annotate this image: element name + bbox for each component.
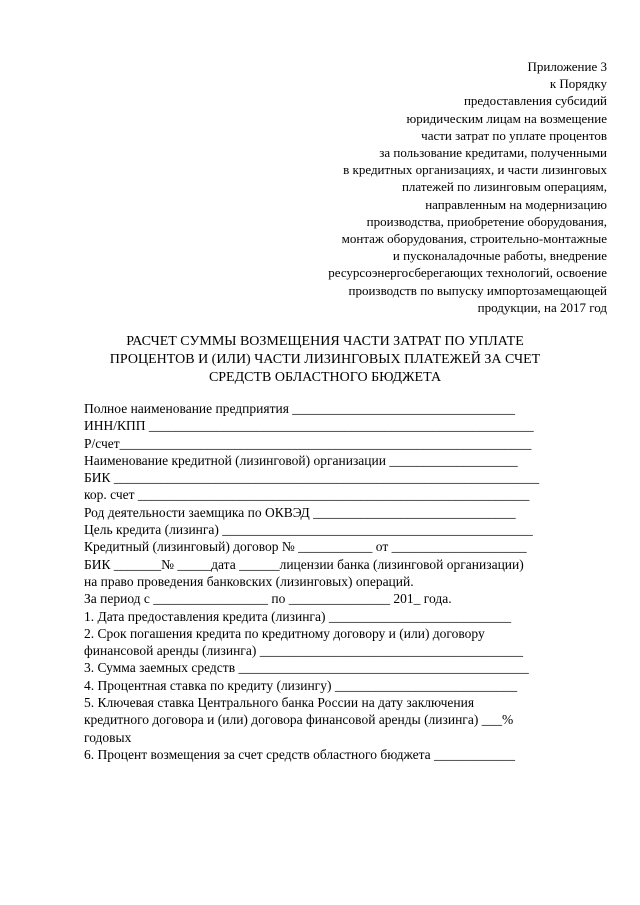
form-line-item-2: 2. Срок погашения кредита по кредитному договору и (или) договору — [84, 625, 485, 641]
appendix-line: направленным на модернизацию — [425, 196, 607, 212]
form-line-bik: БИК _______________________________________________________________ — [84, 470, 540, 486]
form-line-credit-org: Наименование кредитной (лизинговой) организации ___________________ — [84, 452, 518, 468]
appendix-line: за пользование кредитами, полученными — [379, 145, 607, 161]
appendix-line: монтаж оборудования, строительно-монтажные — [341, 231, 607, 247]
appendix-line: и пусконаладочные работы, внедрение — [392, 248, 607, 264]
appendix-line: продукции, на 2017 год — [477, 299, 607, 315]
form-line-account: Р/счет_____________________________________________________________ — [84, 435, 532, 451]
title-line: СРЕДСТВ ОБЛАСТНОГО БЮДЖЕТА — [208, 370, 442, 385]
form-line-item-5: 5. Ключевая ставка Центрального банка России на дату заключения — [84, 695, 475, 711]
form-line-credit-purpose: Цель кредита (лизинга) ______________________________________________ — [84, 522, 533, 538]
form-line-item-3: 3. Сумма заемных средств ___________________________________________ — [84, 660, 529, 676]
form-line-item-2-cont: финансовой аренды (лизинга) _______________________________________ — [84, 643, 523, 659]
form-line-company-name: Полное наименование предприятия _________________________________ — [84, 401, 516, 416]
appendix-line: Приложение 3 — [527, 59, 607, 74]
appendix-line: юридическим лицам на возмещение — [406, 110, 607, 126]
appendix-line: части затрат по уплате процентов — [421, 127, 607, 143]
appendix-line: производств по выпуску импортозамещающей — [348, 282, 607, 298]
title-line: ПРОЦЕНТОВ И (ИЛИ) ЧАСТИ ЛИЗИНГОВЫХ ПЛАТЕЖЕЙ ЗА СЧЕТ — [109, 352, 541, 367]
appendix-line: к Порядку — [549, 76, 607, 92]
form-line-item-4: 4. Процентная ставка по кредиту (лизингу) ___________________________ — [84, 677, 518, 693]
form-line-item-5-end: годовых — [84, 729, 132, 745]
form-line-item-1: 1. Дата предоставления кредита (лизинга) ___________________________ — [84, 608, 512, 624]
title-line: РАСЧЕТ СУММЫ ВОЗМЕЩЕНИЯ ЧАСТИ ЗАТРАТ ПО УПЛАТЕ — [126, 334, 524, 349]
form-line-inn-kpp: ИНН/КПП _________________________________________________________ — [84, 418, 534, 434]
form-line-item-5-cont: кредитного договора и (или) договора финансовой аренды (лизинга) ___% — [84, 712, 514, 728]
appendix-line: предоставления субсидий — [463, 93, 607, 109]
form-line-okved: Род деятельности заемщика по ОКВЭД ______________________________ — [84, 504, 516, 520]
form-line-item-6: 6. Процент возмещения за счет средств областного бюджета ____________ — [84, 746, 516, 762]
appendix-line: в кредитных организациях, и части лизинговых — [343, 162, 607, 178]
form-line-bank-license-cont: на право проведения банковских (лизинговых) операций. — [84, 573, 414, 589]
appendix-line: производства, приобретение оборудования, — [366, 213, 607, 229]
form-line-bank-license: БИК _______№ _____дата ______лицензии банка (лизинговой организации) — [84, 556, 524, 572]
appendix-header — [328, 58, 607, 316]
appendix-line: ресурсоэнергосберегающих технологий, освоение — [328, 265, 607, 281]
form-line-contract: Кредитный (лизинговый) договор № ___________ от ____________________ — [84, 539, 527, 555]
form-line-corr-account: кор. счет __________________________________________________________ — [84, 487, 530, 503]
calculation-form — [84, 400, 584, 763]
appendix-line: платежей по лизинговым операциям, — [401, 179, 607, 195]
document-title — [90, 333, 560, 387]
form-line-period: За период с _________________ по _______________ 201_ года. — [84, 591, 452, 607]
